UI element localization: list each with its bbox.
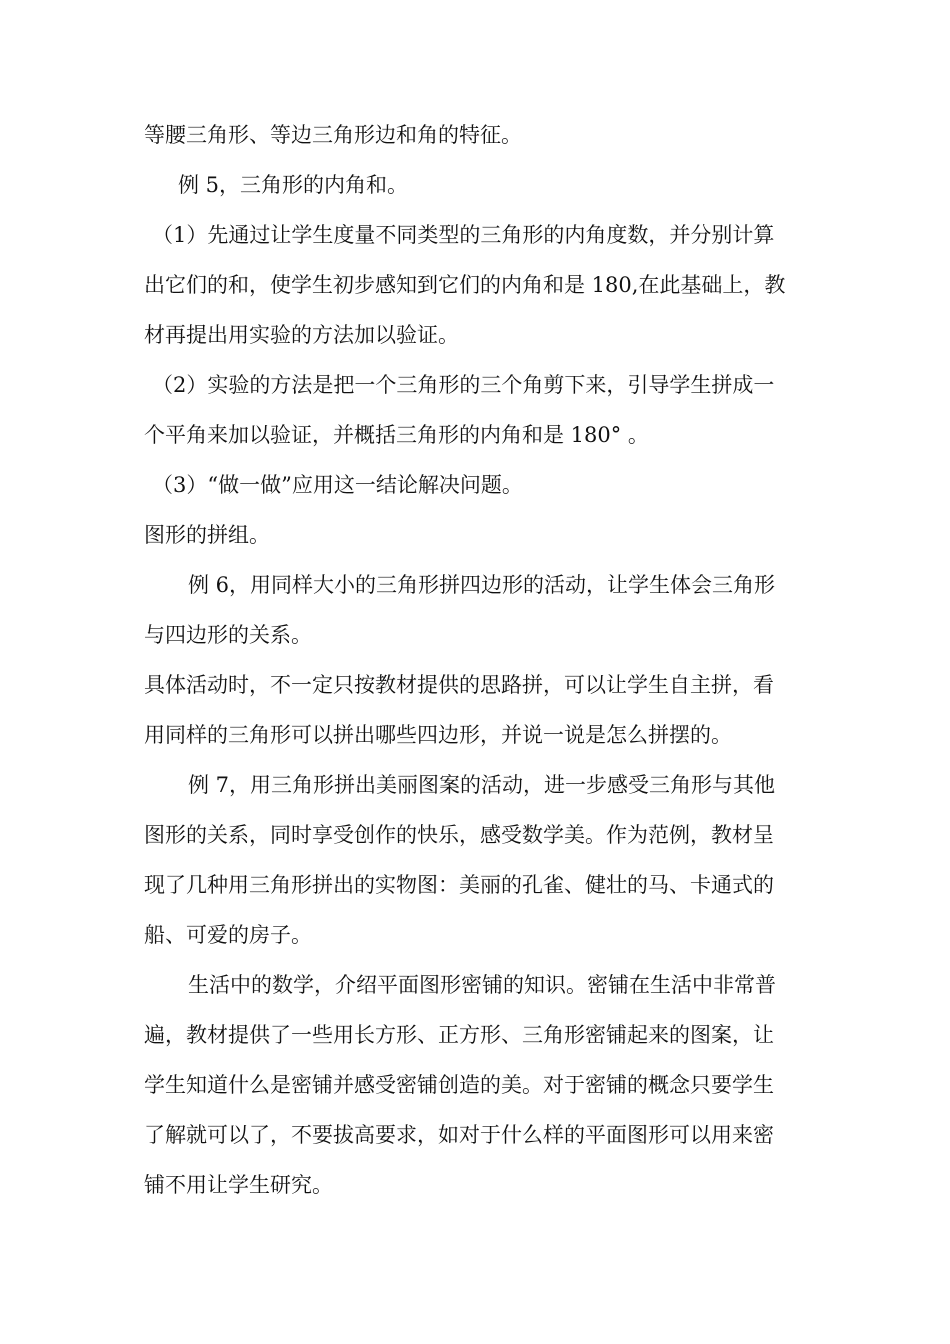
text-line: 图形的关系，同时享受创作的快乐，感受数学美。作为范例，教材呈	[144, 823, 774, 847]
text-line: 了解就可以了，不要拔高要求，如对于什么样的平面图形可以用来密	[144, 1123, 774, 1147]
text-line: 生活中的数学，介绍平面图形密铺的知识。密铺在生活中非常普	[188, 973, 776, 997]
text-line: 用同样的三角形可以拼出哪些四边形，并说一说是怎么拼摆的。	[144, 723, 732, 747]
text-line: 例 7，用三角形拼出美丽图案的活动，进一步感受三角形与其他	[188, 773, 776, 797]
text-line: 铺不用让学生研究。	[144, 1173, 333, 1197]
text-line: （3）“做一做”应用这一结论解决问题。	[152, 473, 523, 497]
text-line: （2）实验的方法是把一个三角形的三个角剪下来，引导学生拼成一	[152, 373, 775, 397]
text-line: 现了几种用三角形拼出的实物图：美丽的孔雀、健壮的马、卡通式的	[144, 873, 774, 897]
text-line: 个平角来加以验证，并概括三角形的内角和是 180° 。	[144, 423, 649, 447]
text-line: 出它们的和，使学生初步感知到它们的内角和是 180,在此基础上，教	[144, 273, 786, 297]
text-line: 遍，教材提供了一些用长方形、正方形、三角形密铺起来的图案，让	[144, 1023, 774, 1047]
text-line: 具体活动时，不一定只按教材提供的思路拼，可以让学生自主拼，看	[144, 673, 774, 697]
text-line: 学生知道什么是密铺并感受密铺创造的美。对于密铺的概念只要学生	[144, 1073, 774, 1097]
text-line: （1）先通过让学生度量不同类型的三角形的内角度数，并分别计算	[152, 223, 775, 247]
text-line: 图形的拼组。	[144, 523, 270, 547]
text-line: 等腰三角形、等边三角形边和角的特征。	[144, 123, 522, 147]
text-line: 例 5，三角形的内角和。	[178, 173, 409, 197]
text-line: 材再提出用实验的方法加以验证。	[144, 323, 459, 347]
text-line: 与四边形的关系。	[144, 623, 312, 647]
text-line: 例 6，用同样大小的三角形拼四边形的活动，让学生体会三角形	[188, 573, 776, 597]
text-line: 船、可爱的房子。	[144, 923, 312, 947]
